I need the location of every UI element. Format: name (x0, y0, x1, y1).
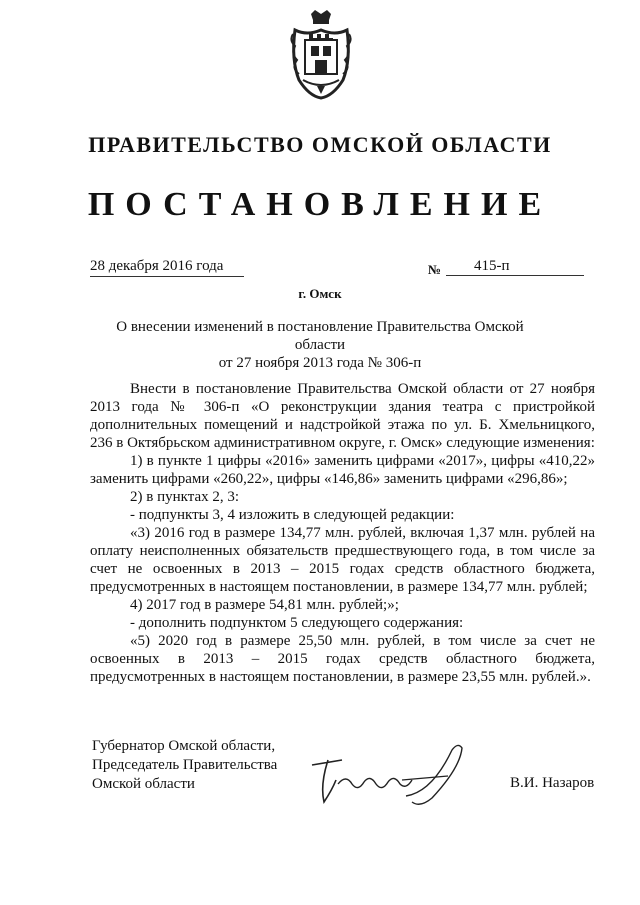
signatory-position (92, 737, 277, 794)
position-line: Омской области (92, 776, 195, 792)
document-type-title: ПОСТАНОВЛЕНИЕ (87, 186, 553, 223)
document-body (90, 380, 595, 686)
body-paragraph: «5) 2020 год в размере 25,50 млн. рублей, в том числе за счет не освоенных в 2013 – 2015 годах средств областного бюджета, предусмотренных в настоящем постановлении, в размере 23,55 млн. рублей.». (90, 633, 595, 685)
body-paragraph: - дополнить подпунктом 5 следующего содержания: (130, 615, 464, 631)
subject-line-1: О внесении изменений в постановление Правительства Омской области (116, 319, 524, 353)
body-paragraph: Внести в постановление Правительства Омской области от 27 ноября 2013 года № 306-п «О реконструкции здания театра с пристройкой дополнительных помещений и надстройкой этажа по ул. Б. Хмельницкого, 236 в Октябрьском административном округе, г. Омск» следующие изменения: (90, 381, 595, 451)
position-line: Губернатор Омской области, (92, 738, 276, 754)
document-number: 415-п (446, 258, 584, 276)
organization-title: ПРАВИТЕЛЬСТВО ОМСКОЙ ОБЛАСТИ (88, 132, 552, 157)
subject-line-2: от 27 ноября 2013 года № 306-п (218, 355, 422, 371)
body-paragraph: 1) в пункте 1 цифры «2016» заменить цифрами «2017», цифры «410,22» заменить цифрами «260,22», цифры «146,86» заменить цифрами «296,86»; (90, 453, 595, 487)
coat-of-arms-icon (289, 10, 353, 100)
document-date: 28 декабря 2016 года (90, 258, 244, 277)
document-subject (100, 318, 540, 372)
handwritten-signature-icon (302, 740, 472, 810)
position-line: Председатель Правительства (92, 757, 278, 773)
body-paragraph: «3) 2016 год в размере 134,77 млн. рублей, включая 1,37 млн. рублей на оплату неисполненных обязательств предшествующего года, в том числе за счет не освоенных в 2013 – 2015 годах средств областного бюджета, предусмотренных в настоящем постановлении, в размере 134,77 млн. рублей; (90, 525, 595, 595)
body-paragraph: - подпункты 3, 4 изложить в следующей редакции: (130, 507, 455, 523)
signatory-name: В.И. Назаров (510, 775, 595, 791)
number-label: № (428, 262, 442, 277)
city-name: г. Омск (298, 286, 342, 301)
body-paragraph: 4) 2017 год в размере 54,81 млн. рублей;»; (130, 597, 399, 613)
body-paragraph: 2) в пунктах 2, 3: (130, 489, 240, 505)
